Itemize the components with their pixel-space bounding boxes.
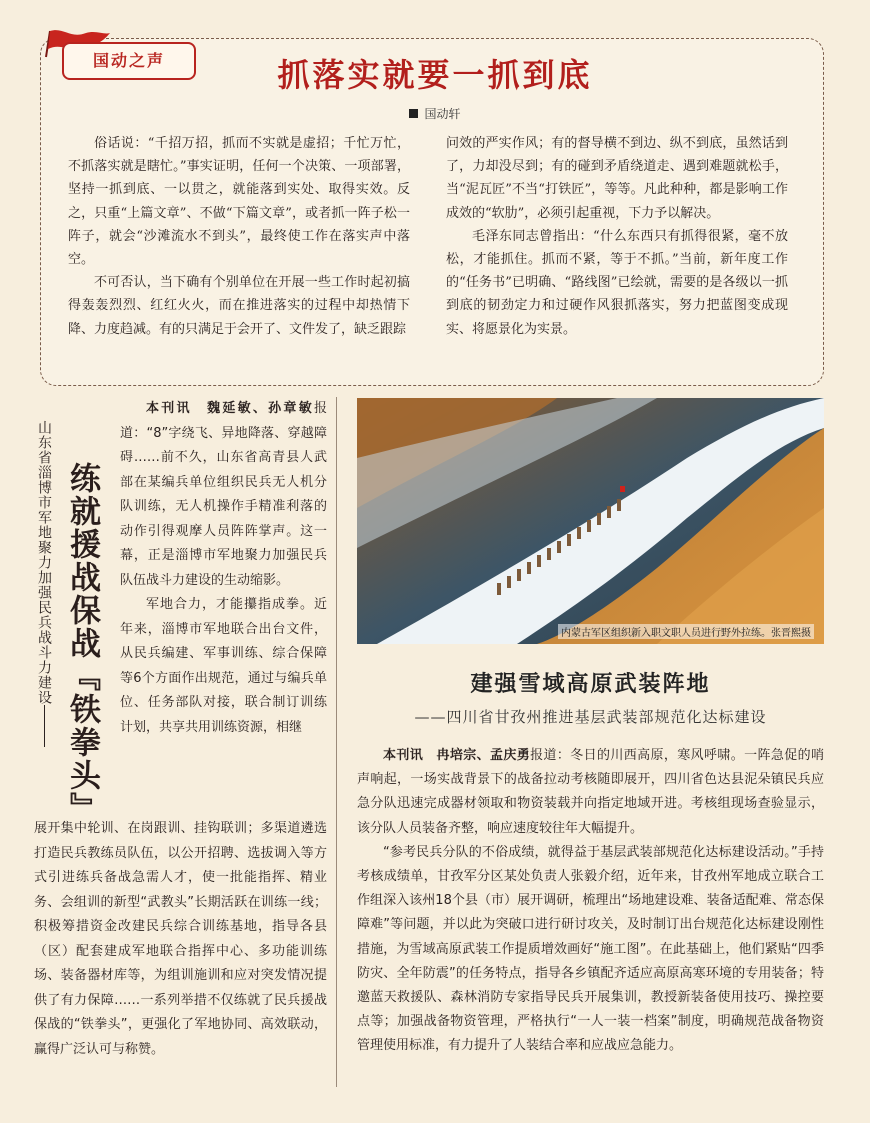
left-article-paragraph: 展开集中轮训、在岗跟训、挂钩联训；多渠道遴选打造民兵教练员队伍，以公开招聘、选拔调入等方式引进练兵备战急需人才，使一批能指挥、精业务、会组训的新型“武教头”长期活跃在训练一线；积极筹措资金改建民兵综合训练基地，指导各县（区）配套建成军地联合指挥中心、多功能训练场、装备器材库等，为组训施训和应对突发情况提供了有力保障……一系列举措不仅练就了民兵援战保战的“铁拳头”，更强化了军地协同、高效联动，赢得广泛认可与称赞。 xyxy=(34,821,327,1057)
column-paragraph: 问效的严实作风；有的督导横不到边、纵不到底，虽然话到了，力却没尽到；有的碰到矛盾绕道走、遇到难题就松手，当“泥瓦匠”不当“打铁匠”，等等。凡此种种，都是影响工作成效的“软肋”，必须引起重视，下力予以解决。 xyxy=(446,136,788,221)
left-article-paragraph: 报道：“8”字绕飞、异地降落、穿越障碍……前不久，山东省高青县人武部在某编兵单位组织民兵无人机分队训练，无人机操作手精准利落的动作引得观摩人员阵阵掌声。这一幕，正是淄博市军地聚力加强民兵队伍战斗力建设的生动缩影。 xyxy=(120,401,327,588)
column-paragraph: 毛泽东同志曾指出：“什么东西只有抓得很紧，毫不放松，才能抓住。抓而不紧，等于不抓。”当前，新年度工作的“任务书”已明确、“路线图”已绘就，需要的是各级以一抓到底的韧劲定力和过硬作风狠抓落实，努力把蓝图变成现实、将愿景化为实景。 xyxy=(446,228,788,337)
column-paragraph: 不可否认，当下确有个别单位在开展一些工作时起初搞得轰轰烈烈、红红火火，而在推进落实的过程中却热情下降、力度趋减。有的只满足于会开了、文件发了，缺乏跟踪 xyxy=(68,275,410,337)
right-article-paragraph: 报道：冬日的川西高原，寒风呼啸。一阵急促的哨声响起，一场实战背景下的战备拉动考核随即展开，四川省色达县泥朵镇民兵应急分队迅速完成器材领取和物资装载并向指定地域开进。考核组现场查验显示，该分队人员装备齐整，响应速度较往年大幅提升。 xyxy=(357,748,824,836)
left-article-byline: 本刊讯 魏延敏、孙章敏 xyxy=(146,401,314,416)
photo-caption: 内蒙古军区组织新入职文职人员进行野外拉练。张晋熙摄 xyxy=(558,624,814,639)
left-article-text-wide xyxy=(34,817,327,1062)
column-left-text xyxy=(68,132,410,341)
right-article-title: 建强雪域高原武装阵地 xyxy=(470,672,711,697)
square-bullet-icon xyxy=(409,109,418,118)
snow-mountain-image xyxy=(357,398,824,644)
column-tag: 国动之声 xyxy=(62,42,196,80)
column-right-text xyxy=(446,132,788,341)
right-article-byline: 本刊讯 冉培宗、孟庆勇 xyxy=(383,748,531,763)
column-author-line xyxy=(0,105,870,122)
left-article-text-narrow xyxy=(120,397,327,740)
right-article-text xyxy=(357,744,824,1059)
left-article-subtitle-text: 山东省淄博市军地聚力加强民兵战斗力建设 xyxy=(36,420,52,705)
column-author: 国动轩 xyxy=(424,107,461,121)
column-paragraph: 俗话说：“千招万招，抓而不实就是虚招；千忙万忙，不抓落实就是瞎忙。”事实证明，任何一个决策、一项部署，坚持一抓到底、一以贯之，就能落到实处、取得实效。反之，只重“上篇文章”、不做“下篇文章”，或者抓一阵子松一阵子，就会“沙滩流水不到头”，最终使工作在落实声中落空。 xyxy=(68,136,410,268)
left-article-paragraph: 军地合力，才能攥指成拳。近年来，淄博市军地联合出台文件，从民兵编建、军事训练、综合保障等6个方面作出规范，通过与编兵单位、任务部队对接，联合制订训练计划，共享共用训练资源，相继 xyxy=(120,597,327,735)
dash-divider xyxy=(44,705,45,747)
right-article-paragraph: “参考民兵分队的不俗成绩，就得益于基层武装部规范化达标建设活动。”手持考核成绩单，甘孜军分区某处负责人张毅介绍，近年来，甘孜州军地成立联合工作组深入该州18个县（市）展开调研，梳理出“场地建设难、装备适配难、常态保障难”等问题，并以此为突破口进行研讨攻关，及时制订出台规范化达标建设刚性措施，为雪域高原武装工作提质增效画好“施工图”。在此基础上，他们紧贴“四季防灾、全年防震”的任务特点，指导各乡镇配齐适应高原高寒环境的专用装备；特邀蓝天救援队、森林消防专家指导民兵开展集训，教授新装备使用技巧、操控要点等；加强战备物资管理，严格执行“一人一装一档案”制度，明确规范战备物资管理使用标准，有力提升了人装结合率和应战应急能力。 xyxy=(357,844,824,1054)
column-divider xyxy=(336,397,337,1087)
column-title: 抓落实就要一抓到底 xyxy=(277,56,593,94)
march-photo xyxy=(357,398,824,644)
left-article-title: 练就援战保战『铁拳头』 xyxy=(64,462,100,825)
right-article-subtitle: ——四川省甘孜州推进基层武装部规范化达标建设 xyxy=(414,708,767,726)
left-article-subtitle xyxy=(34,420,54,747)
